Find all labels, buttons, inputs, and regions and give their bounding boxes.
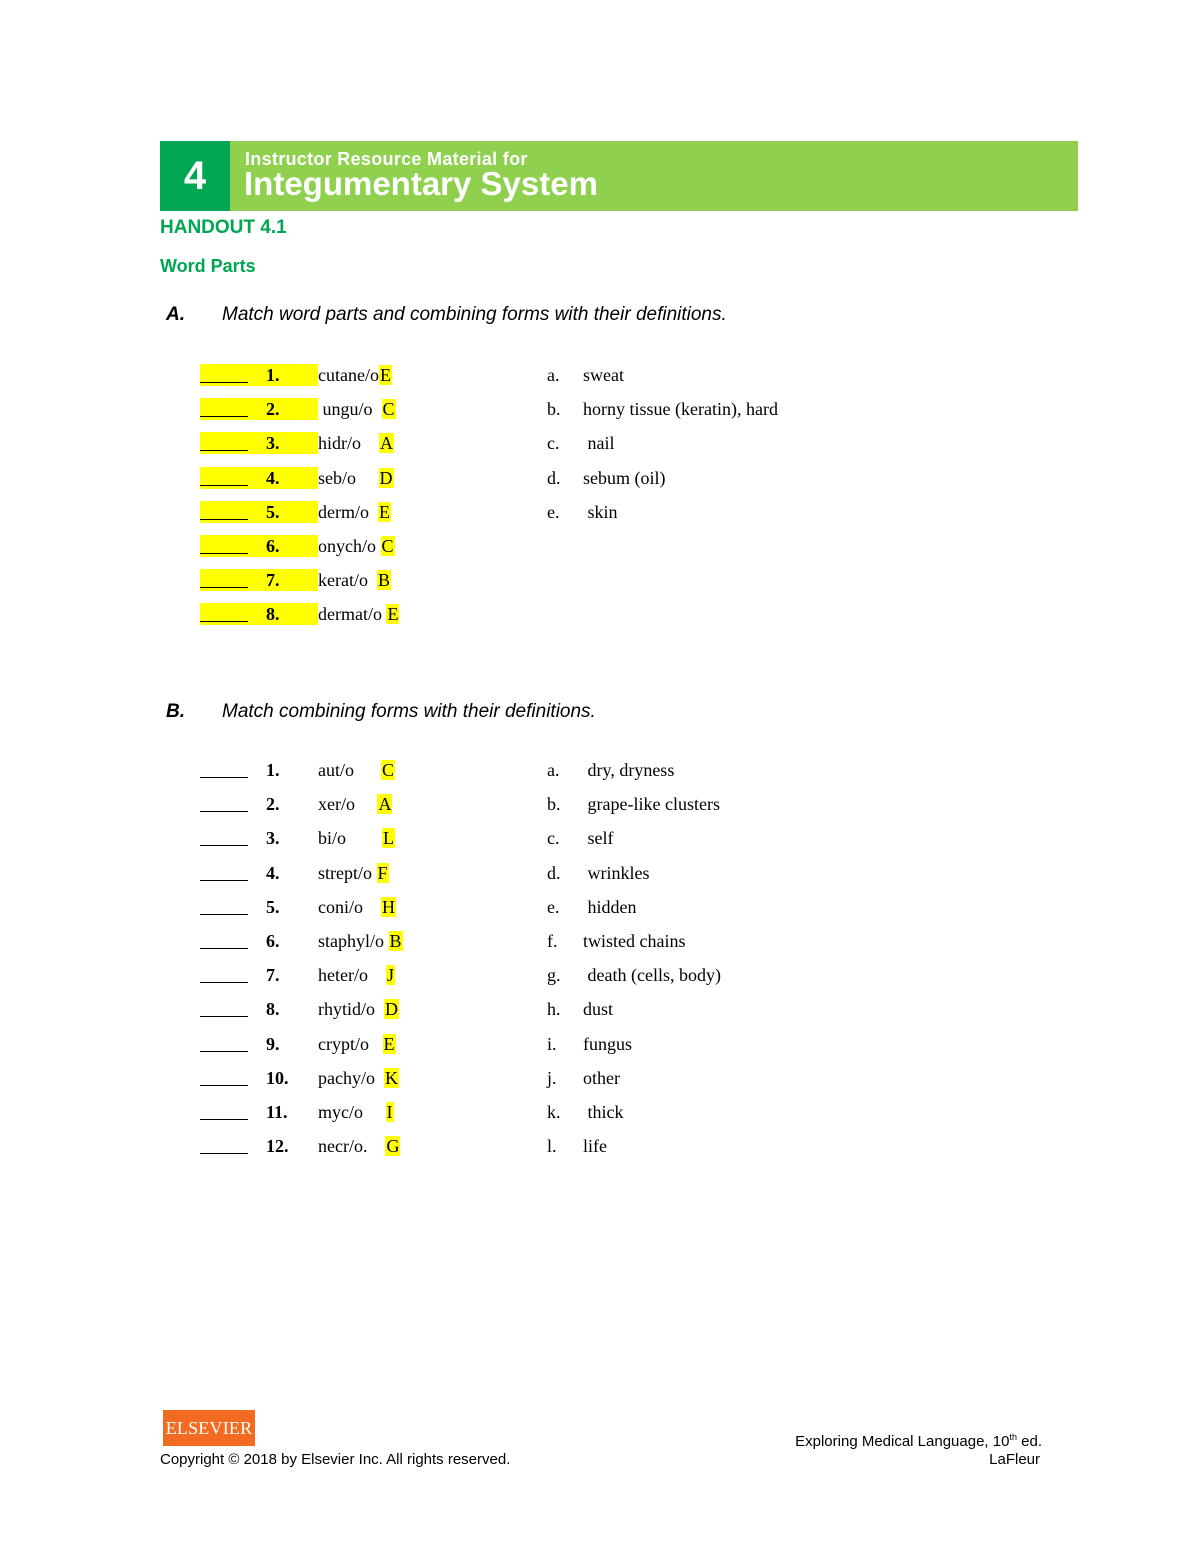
answer-key: E — [379, 501, 390, 522]
section-title: Word Parts — [160, 256, 256, 276]
answer-key: C — [382, 760, 395, 780]
term-text: staphyl/o — [318, 931, 389, 951]
answer-key: C — [381, 536, 394, 556]
combining-form — [318, 791, 392, 817]
match-row — [0, 396, 1200, 422]
combining-form — [318, 533, 395, 559]
answer-key: E — [379, 365, 391, 385]
item-number: 2. — [266, 794, 280, 815]
answer-key: C — [382, 399, 395, 420]
answer-blank[interactable] — [200, 862, 248, 881]
combining-form — [318, 1065, 399, 1091]
item-number: 8. — [266, 604, 280, 625]
definition-letter: e. — [547, 896, 560, 917]
match-row — [0, 825, 1200, 851]
answer-blank[interactable] — [200, 998, 248, 1017]
match-row — [0, 567, 1200, 593]
definition-text: nail — [583, 433, 615, 454]
answer-blank[interactable] — [200, 398, 248, 417]
answer-blank[interactable] — [200, 964, 248, 983]
term-text: kerat/o — [318, 570, 377, 591]
answer-key: A — [380, 433, 393, 454]
term-text: onych/o — [318, 536, 381, 556]
match-row — [0, 533, 1200, 559]
chapter-banner — [160, 141, 1078, 211]
item-number: 1. — [266, 365, 280, 385]
match-row — [0, 1133, 1200, 1159]
item-number: 8. — [266, 999, 280, 1020]
book-title-edition: ed. — [1016, 1433, 1042, 1450]
term-text: coni/o — [318, 896, 381, 917]
match-row — [0, 430, 1200, 456]
item-number: 1. — [266, 760, 280, 780]
definition-text: sweat — [583, 365, 624, 385]
item-number: 2. — [266, 399, 280, 420]
chapter-title: Integumentary System — [244, 165, 598, 202]
combining-form — [318, 567, 391, 593]
answer-key: J — [386, 965, 394, 986]
answer-blank[interactable] — [200, 364, 248, 383]
answer-blank[interactable] — [200, 930, 248, 949]
chapter-number: 4 — [160, 141, 230, 211]
item-number: 4. — [266, 862, 280, 883]
definition-text: wrinkles — [583, 862, 650, 883]
combining-form — [318, 465, 394, 491]
definition-text: horny tissue (keratin), hard — [583, 399, 778, 420]
definition-letter: b. — [547, 399, 561, 420]
combining-form — [318, 499, 391, 525]
combining-form — [318, 396, 396, 422]
term-text: aut/o — [318, 760, 381, 780]
definition-text: death (cells, body) — [583, 965, 721, 986]
section-a-instruction: Match word parts and combining forms with their definitions. — [222, 304, 727, 325]
elsevier-logo: ELSEVIER — [163, 1410, 255, 1446]
item-number: 9. — [266, 1033, 280, 1054]
term-text: ungu/o — [318, 399, 382, 420]
match-row — [0, 962, 1200, 988]
match-row — [0, 791, 1200, 817]
definition-text: sebum (oil) — [583, 467, 666, 488]
definition-text: skin — [583, 501, 618, 522]
answer-blank[interactable] — [200, 896, 248, 915]
section-a-letter: A. — [166, 304, 185, 325]
term-text: dermat/o — [318, 604, 387, 625]
answer-key: D — [379, 467, 393, 488]
definition-letter: e. — [547, 501, 560, 522]
definition-text: dry, dryness — [583, 760, 675, 780]
term-text: myc/o — [318, 1102, 386, 1122]
item-number: 7. — [266, 965, 280, 986]
answer-key: B — [377, 570, 390, 591]
term-text: xer/o — [318, 794, 378, 815]
combining-form — [318, 996, 399, 1022]
answer-blank[interactable] — [200, 759, 248, 778]
definition-text: dust — [583, 999, 614, 1020]
answer-key: A — [378, 794, 392, 815]
definition-text: self — [583, 828, 614, 849]
definition-letter: j. — [547, 1067, 557, 1088]
answer-blank[interactable] — [200, 1067, 248, 1086]
item-number: 12. — [266, 1136, 289, 1157]
item-number: 6. — [266, 536, 280, 556]
definition-text: twisted chains — [583, 931, 686, 951]
definition-letter: l. — [547, 1136, 557, 1157]
combining-form — [318, 860, 389, 886]
definition-letter: a. — [547, 365, 560, 385]
item-number: 5. — [266, 896, 280, 917]
definition-letter: c. — [547, 828, 560, 849]
item-number: 3. — [266, 828, 280, 849]
definition-letter: a. — [547, 760, 560, 780]
answer-key: H — [382, 896, 395, 917]
item-number: 6. — [266, 931, 280, 951]
match-row — [0, 757, 1200, 783]
answer-blank[interactable] — [200, 827, 248, 846]
section-b-instruction: Match combining forms with their definitions. — [222, 701, 596, 722]
match-row — [0, 1065, 1200, 1091]
answer-key: L — [383, 828, 395, 849]
combining-form — [318, 757, 395, 783]
term-text: cutane/o — [318, 365, 379, 385]
answer-key: E — [383, 1033, 395, 1054]
section-b-letter: B. — [166, 701, 185, 722]
match-row — [0, 894, 1200, 920]
answer-blank[interactable] — [200, 501, 248, 520]
combining-form — [318, 1133, 400, 1159]
term-text: crypt/o — [318, 1033, 383, 1054]
combining-form — [318, 928, 403, 954]
match-row — [0, 499, 1200, 525]
answer-key: K — [384, 1067, 398, 1088]
term-text: strept/o — [318, 862, 377, 883]
definition-text: grape-like clusters — [583, 794, 720, 815]
definition-text: fungus — [583, 1033, 632, 1054]
definition-text: hidden — [583, 896, 637, 917]
term-text: seb/o — [318, 467, 379, 488]
book-title-sup: th — [1009, 1432, 1017, 1442]
match-row — [0, 1031, 1200, 1057]
definition-letter: h. — [547, 999, 561, 1020]
book-title — [795, 1432, 1042, 1450]
answer-blank[interactable] — [200, 432, 248, 451]
item-number: 4. — [266, 467, 280, 488]
definition-letter: d. — [547, 862, 561, 883]
answer-blank[interactable] — [200, 603, 248, 622]
combining-form — [318, 601, 399, 627]
combining-form — [318, 430, 394, 456]
answer-blank[interactable] — [200, 1135, 248, 1154]
match-row — [0, 362, 1200, 388]
answer-key: E — [387, 604, 399, 625]
answer-key: G — [386, 1136, 400, 1157]
match-row — [0, 996, 1200, 1022]
handout-label: HANDOUT 4.1 — [160, 217, 287, 238]
definition-letter: g. — [547, 965, 561, 986]
definition-letter: d. — [547, 467, 561, 488]
term-text: rhytid/o — [318, 999, 384, 1020]
answer-key: B — [389, 931, 402, 951]
answer-key: D — [385, 999, 398, 1020]
combining-form — [318, 1031, 396, 1057]
answer-blank[interactable] — [200, 569, 248, 588]
book-title-text: Exploring Medical Language, 10 — [795, 1433, 1010, 1450]
answer-blank[interactable] — [200, 1033, 248, 1052]
item-number: 3. — [266, 433, 280, 454]
answer-blank[interactable] — [200, 535, 248, 554]
definition-letter: i. — [547, 1033, 557, 1054]
match-row — [0, 860, 1200, 886]
item-number: 11. — [266, 1102, 288, 1122]
item-number: 10. — [266, 1067, 289, 1088]
match-row — [0, 601, 1200, 627]
answer-blank[interactable] — [200, 1101, 248, 1120]
definition-text: thick — [583, 1102, 624, 1122]
match-row — [0, 1099, 1200, 1125]
match-row — [0, 928, 1200, 954]
term-text: necr/o. — [318, 1136, 386, 1157]
definition-text: other — [583, 1067, 620, 1088]
term-text: hidr/o — [318, 433, 379, 454]
definition-letter: k. — [547, 1102, 561, 1122]
item-number: 7. — [266, 570, 280, 591]
answer-key: I — [386, 1102, 393, 1122]
item-number: 5. — [266, 501, 280, 522]
term-text: heter/o — [318, 965, 386, 986]
term-text: bi/o — [318, 828, 383, 849]
definition-letter: c. — [547, 433, 560, 454]
answer-blank[interactable] — [200, 467, 248, 486]
author-name: LaFleur — [989, 1451, 1040, 1468]
definition-text: life — [583, 1136, 607, 1157]
combining-form — [318, 894, 396, 920]
combining-form — [318, 825, 395, 851]
match-row — [0, 465, 1200, 491]
definition-letter: b. — [547, 794, 561, 815]
combining-form — [318, 962, 395, 988]
answer-blank[interactable] — [200, 793, 248, 812]
combining-form — [318, 1099, 394, 1125]
copyright-text: Copyright © 2018 by Elsevier Inc. All rights reserved. — [160, 1451, 511, 1468]
definition-letter: f. — [547, 931, 558, 951]
term-text: derm/o — [318, 501, 378, 522]
term-text: pachy/o — [318, 1067, 384, 1088]
banner-kicker: Instructor Resource Material for — [245, 149, 528, 169]
combining-form — [318, 362, 392, 388]
answer-key: F — [377, 862, 388, 883]
